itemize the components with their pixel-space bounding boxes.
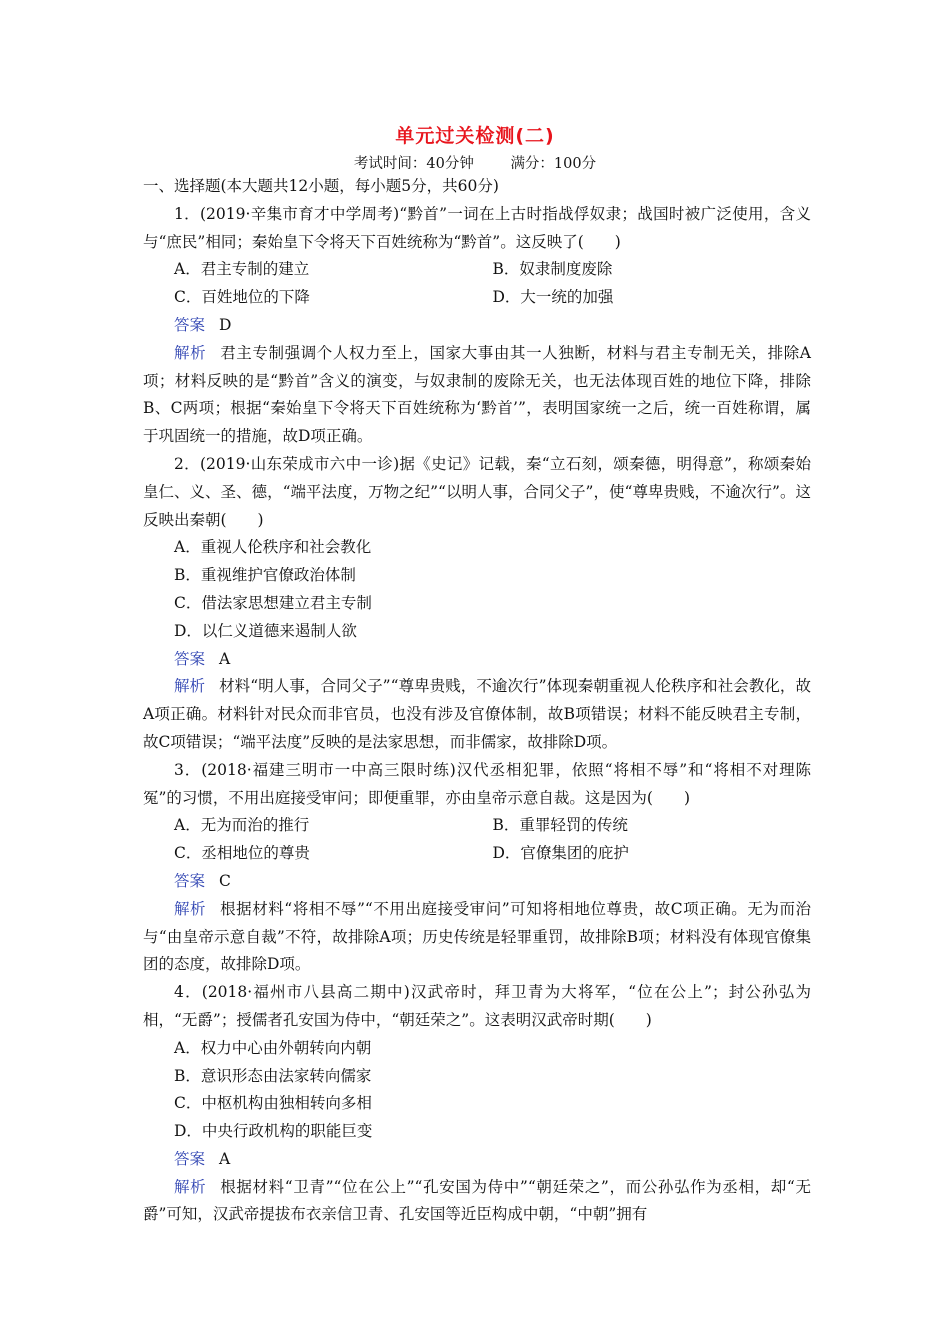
question-1-option-d: D．大一统的加强 <box>492 288 614 307</box>
question-2-option-d: D．以仁义道德来遏制人欲 <box>174 621 357 640</box>
answer-label: 答案 <box>174 649 206 668</box>
question-2-analysis <box>143 673 811 756</box>
analysis-label: 解析 <box>174 677 206 696</box>
question-2-stem: 2．(2019·山东荣成市六中一诊)据《史记》记载，秦“立石刻，颂秦德，明得意”，称颂秦始皇仁、义、圣、德，“端平法度，万物之纪”“以明人事，合同父子”，使“尊卑贵贱，不逾次行”。这反映出秦朝( ) <box>143 454 811 529</box>
question-3-options-cd <box>143 840 811 868</box>
section-heading: 一、选择题(本大题共12小题，每小题5分，共60分) <box>143 177 499 195</box>
question-3-options-ab <box>143 812 811 840</box>
question-1-answer <box>143 312 811 340</box>
document-title: 单元过关检测(二) <box>395 125 555 147</box>
answer-value: A <box>219 1149 231 1168</box>
answer-label: 答案 <box>174 1149 206 1168</box>
document-body <box>143 173 811 1229</box>
analysis-label: 解析 <box>174 1177 207 1196</box>
question-3-answer <box>143 868 811 896</box>
exam-meta <box>0 152 950 173</box>
question-1-options-ab <box>143 256 811 284</box>
question-3-stem: 3．(2018·福建三明市一中高三限时练)汉代丞相犯罪，依照“将相不辱”和“将相不对理陈冤”的习惯，不用出庭接受审问；即便重罪，亦由皇帝示意自裁。这是因为( ) <box>143 760 811 807</box>
analysis-text: 材料“明人事，合同父子”“尊卑贵贱，不逾次行”体现秦朝重视人伦秩序和社会教化，故A项正确。材料针对民众而非官员，也没有涉及官僚体制，故B项错误；材料不能反映君主专制，故C项错误；“端平法度”反映的是法家思想，而非儒家，故排除D项。 <box>143 677 811 751</box>
question-3-option-d: D．官僚集团的庇护 <box>492 844 629 863</box>
answer-label: 答案 <box>174 871 206 890</box>
question-4-option-b: B．意识形态由法家转向儒家 <box>174 1066 372 1085</box>
question-1-option-c: C．百姓地位的下降 <box>174 288 310 307</box>
question-1-option-b: B．奴隶制度废除 <box>492 260 613 279</box>
full-score: 满分：100分 <box>510 156 597 172</box>
question-1-analysis <box>143 340 811 451</box>
answer-label: 答案 <box>174 315 206 334</box>
question-4-answer <box>143 1146 811 1174</box>
question-2-answer <box>143 646 811 674</box>
question-3-option-a: A．无为而治的推行 <box>174 816 310 835</box>
question-3-option-b: B．重罪轻罚的传统 <box>492 816 628 835</box>
question-4-stem: 4．(2018·福州市八县高二期中)汉武帝时，拜卫青为大将军，“位在公上”；封公孙弘为相，“无爵”；授儒者孔安国为侍中，“朝廷荣之”。这表明汉武帝时期( ) <box>143 983 811 1029</box>
question-4-option-a: A．权力中心由外朝转向内朝 <box>174 1038 372 1057</box>
analysis-text: 根据材料“将相不辱”“不用出庭接受审问”可知将相地位尊贵，故C项正确。无为而治与“由皇帝示意自裁”不符，故排除A项；历史传统是轻罪重罚，故排除B项；材料没有体现官僚集团的态度，故排除D项。 <box>143 899 811 974</box>
question-4-option-c: C．中枢机构由独相转向多相 <box>174 1094 372 1113</box>
answer-value: D <box>219 315 232 334</box>
analysis-label: 解析 <box>174 899 207 918</box>
question-2-option-b: B．重视维护官僚政治体制 <box>174 566 356 585</box>
question-3-analysis <box>143 896 811 979</box>
question-1-options-cd <box>143 284 811 312</box>
analysis-text: 君主专制强调个人权力至上，国家大事由其一人独断，材料与君主专制无关，排除A项；材料反映的是“黔首”含义的演变，与奴隶制的废除无关，也无法体现百姓的地位下降，排除B、C两项；根据“秦始皇下令将天下百姓统称为‘黔首’”，表明国家统一之后，统一百姓称谓，属于巩固统一的措施，故D项正确。 <box>143 343 811 446</box>
question-2-option-c: C．借法家思想建立君主专制 <box>174 593 372 612</box>
question-1-option-a: A．君主专制的建立 <box>174 260 310 279</box>
question-2-option-a: A．重视人伦秩序和社会教化 <box>174 538 372 557</box>
exam-time: 考试时间：40分钟 <box>353 156 474 172</box>
analysis-label: 解析 <box>174 343 207 362</box>
answer-value: A <box>219 649 231 668</box>
answer-value: C <box>219 871 231 890</box>
question-1-stem: 1．(2019·辛集市育才中学周考)“黔首”一词在上古时指战俘奴隶；战国时被广泛使用，含义与“庶民”相同；秦始皇下令将天下百姓统称为“黔首”。这反映了( ) <box>143 204 811 251</box>
question-4-analysis <box>143 1174 811 1230</box>
question-3-option-c: C．丞相地位的尊贵 <box>174 844 310 863</box>
question-4-option-d: D．中央行政机构的职能巨变 <box>174 1122 373 1141</box>
analysis-text: 根据材料“卫青”“位在公上”“孔安国为侍中”“朝廷荣之”，而公孙弘作为丞相，却“无爵”可知，汉武帝提拔布衣亲信卫青、孔安国等近臣构成中朝，“中朝”拥有 <box>143 1177 811 1224</box>
